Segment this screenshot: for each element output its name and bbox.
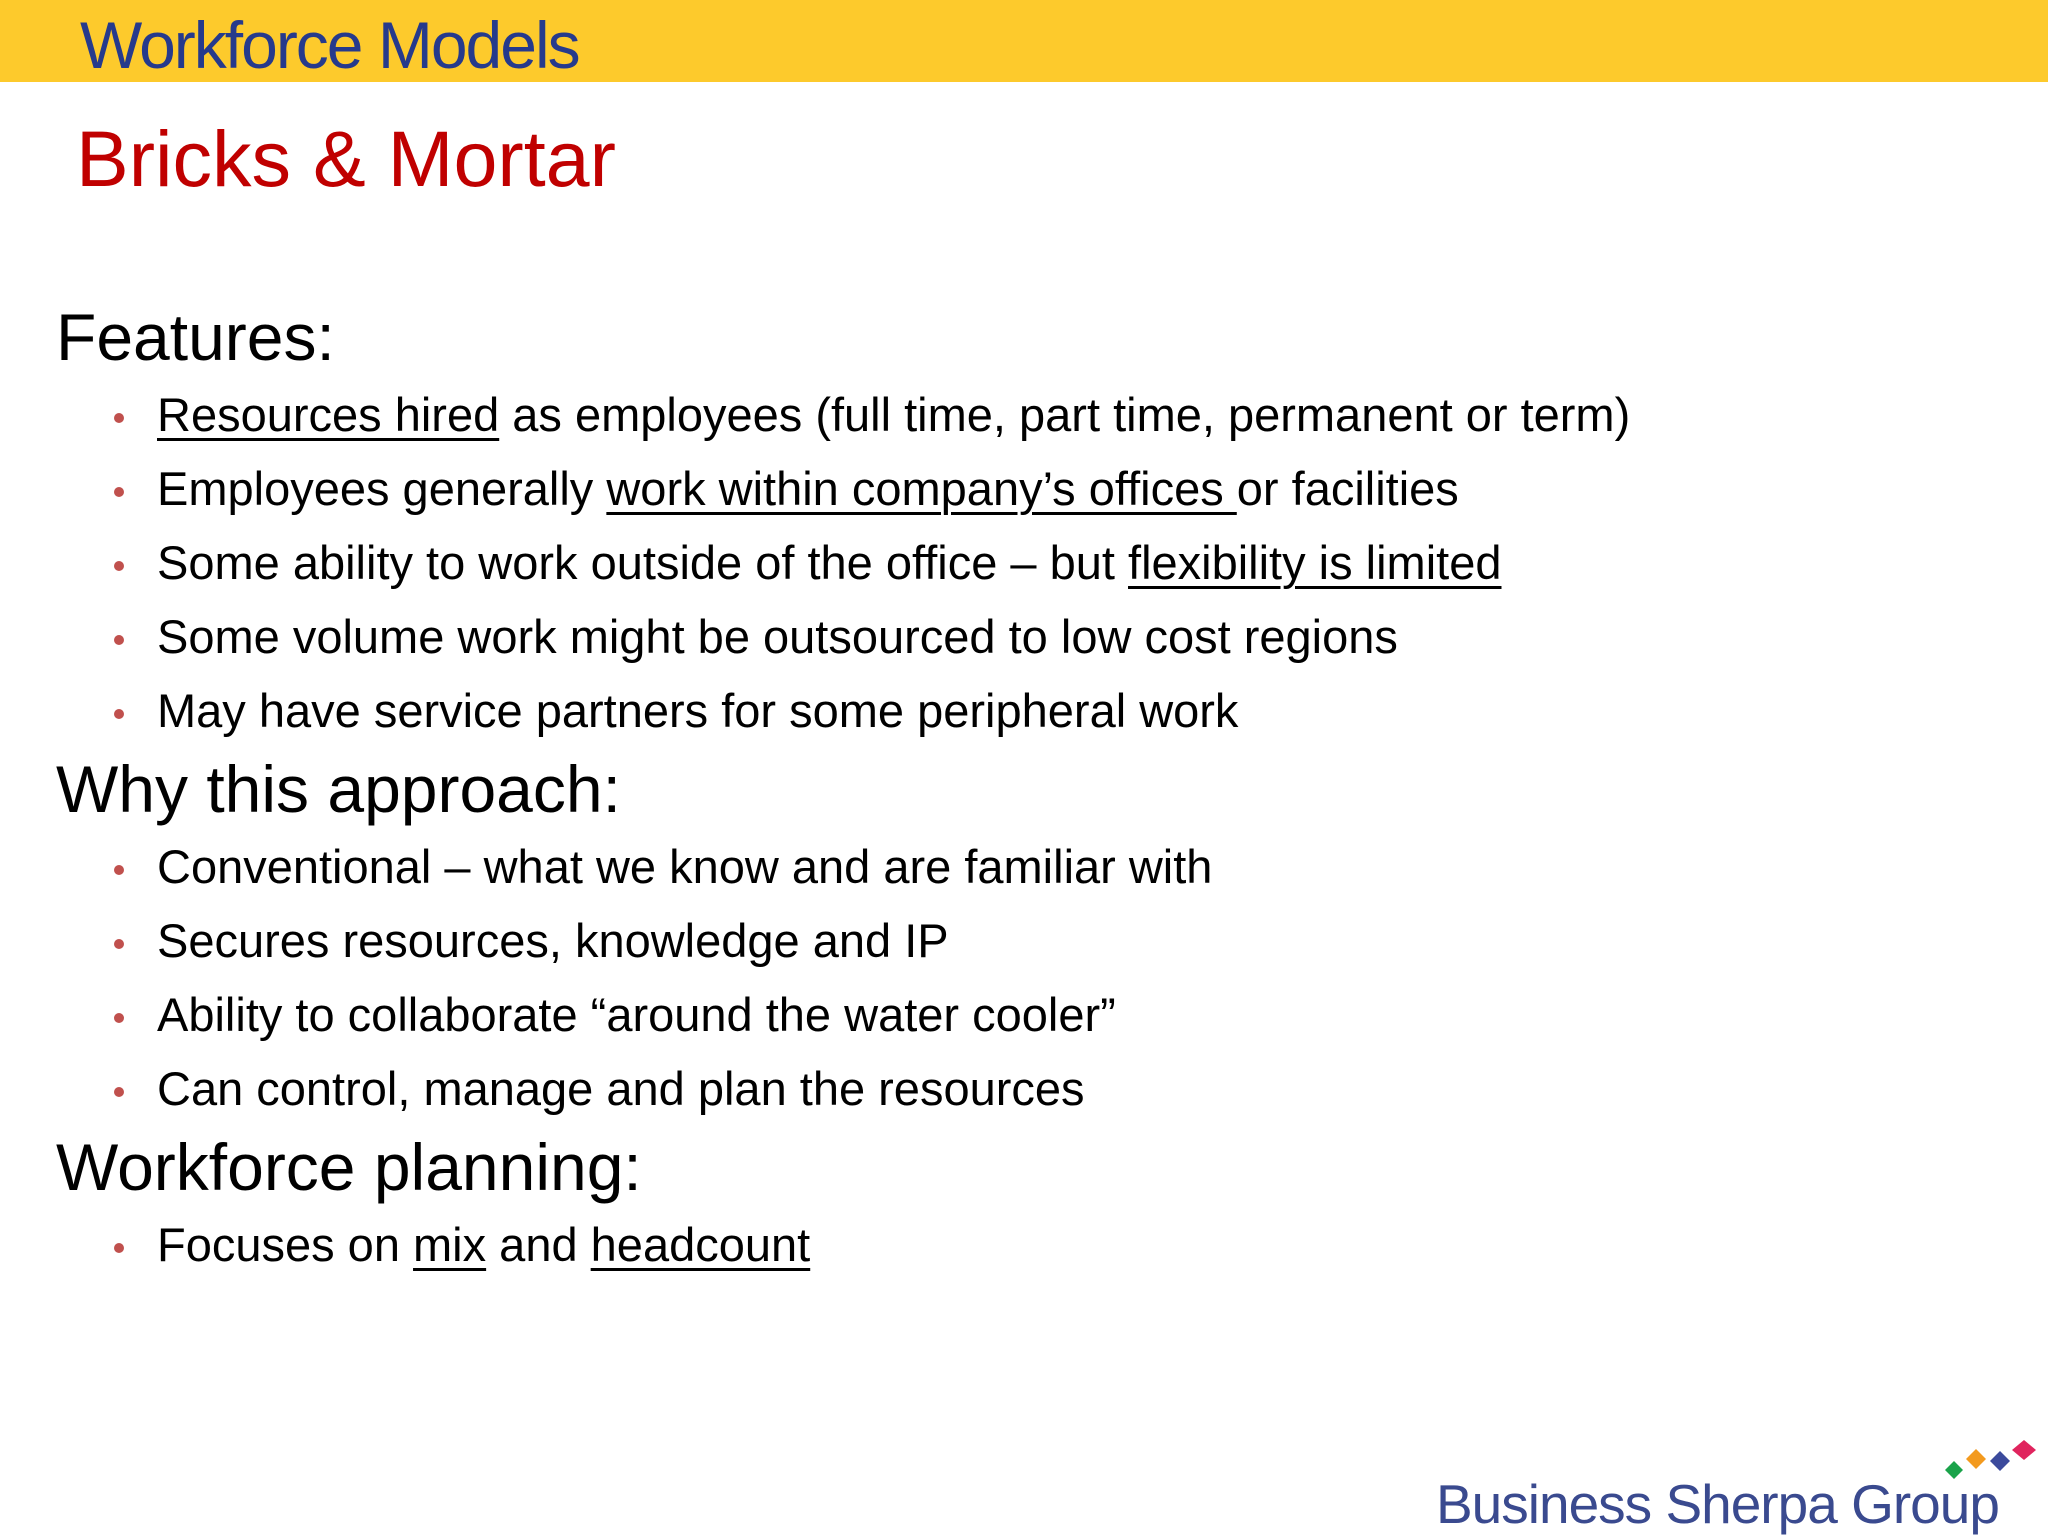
bullet-dot-icon	[114, 1013, 124, 1023]
section-heading: Why this approach:	[56, 752, 621, 826]
bullet-dot-icon	[114, 561, 124, 571]
section-heading: Workforce planning:	[56, 1130, 642, 1204]
bullet-list	[56, 378, 1986, 748]
bullet-dot-icon	[114, 1087, 124, 1097]
header-title: Workforce Models	[80, 8, 579, 82]
bullet-text: Secures resources, knowledge and IP	[157, 914, 949, 967]
bullet-dot-icon	[114, 413, 124, 423]
underlined-text: Resources hired	[157, 388, 500, 441]
slide-title: Bricks & Mortar	[76, 114, 616, 203]
bullet-item	[56, 904, 1986, 978]
bullet-text: Employees generally	[157, 462, 607, 515]
bullet-text: Ability to collaborate “around the water cooler”	[157, 988, 1116, 1041]
bullet-text: Some ability to work outside of the office – but	[157, 536, 1129, 589]
bullet-dot-icon	[114, 635, 124, 645]
bullet-dot-icon	[114, 709, 124, 719]
bullet-item	[56, 830, 1986, 904]
bullet-text: May have service partners for some peripheral work	[157, 684, 1239, 737]
bullet-text: as employees (full time, part time, permanent or term)	[499, 388, 1631, 441]
bullet-text: or facilities	[1236, 462, 1459, 515]
bullet-item	[56, 1208, 1986, 1282]
underlined-text: headcount	[590, 1218, 811, 1271]
underlined-text: mix	[413, 1218, 487, 1271]
bullet-item	[56, 600, 1986, 674]
bullet-text: Some volume work might be outsourced to low cost regions	[157, 610, 1398, 663]
bullet-item	[56, 526, 1986, 600]
underlined-text: work within company’s offices	[606, 462, 1237, 515]
bullet-dot-icon	[114, 1243, 124, 1253]
bullet-item	[56, 378, 1986, 452]
bullet-text: and	[486, 1218, 591, 1271]
bullet-text: Conventional – what we know and are familiar with	[157, 840, 1213, 893]
logo-text: Business Sherpa Group	[1436, 1473, 1999, 1535]
bullet-list	[56, 830, 1986, 1126]
company-logo	[1436, 1439, 2048, 1536]
bullet-text: Focuses on	[157, 1218, 414, 1271]
bullet-dot-icon	[114, 487, 124, 497]
bullet-item	[56, 452, 1986, 526]
bullet-dot-icon	[114, 865, 124, 875]
underlined-text: flexibility is limited	[1128, 536, 1502, 589]
bullet-item	[56, 978, 1986, 1052]
bullet-list	[56, 1208, 1986, 1282]
bullet-item	[56, 1052, 1986, 1126]
bullet-text: Can control, manage and plan the resources	[157, 1062, 1085, 1115]
bullet-item	[56, 674, 1986, 748]
bullet-dot-icon	[114, 939, 124, 949]
slide-body	[56, 296, 1986, 1282]
section-heading: Features:	[56, 300, 335, 374]
